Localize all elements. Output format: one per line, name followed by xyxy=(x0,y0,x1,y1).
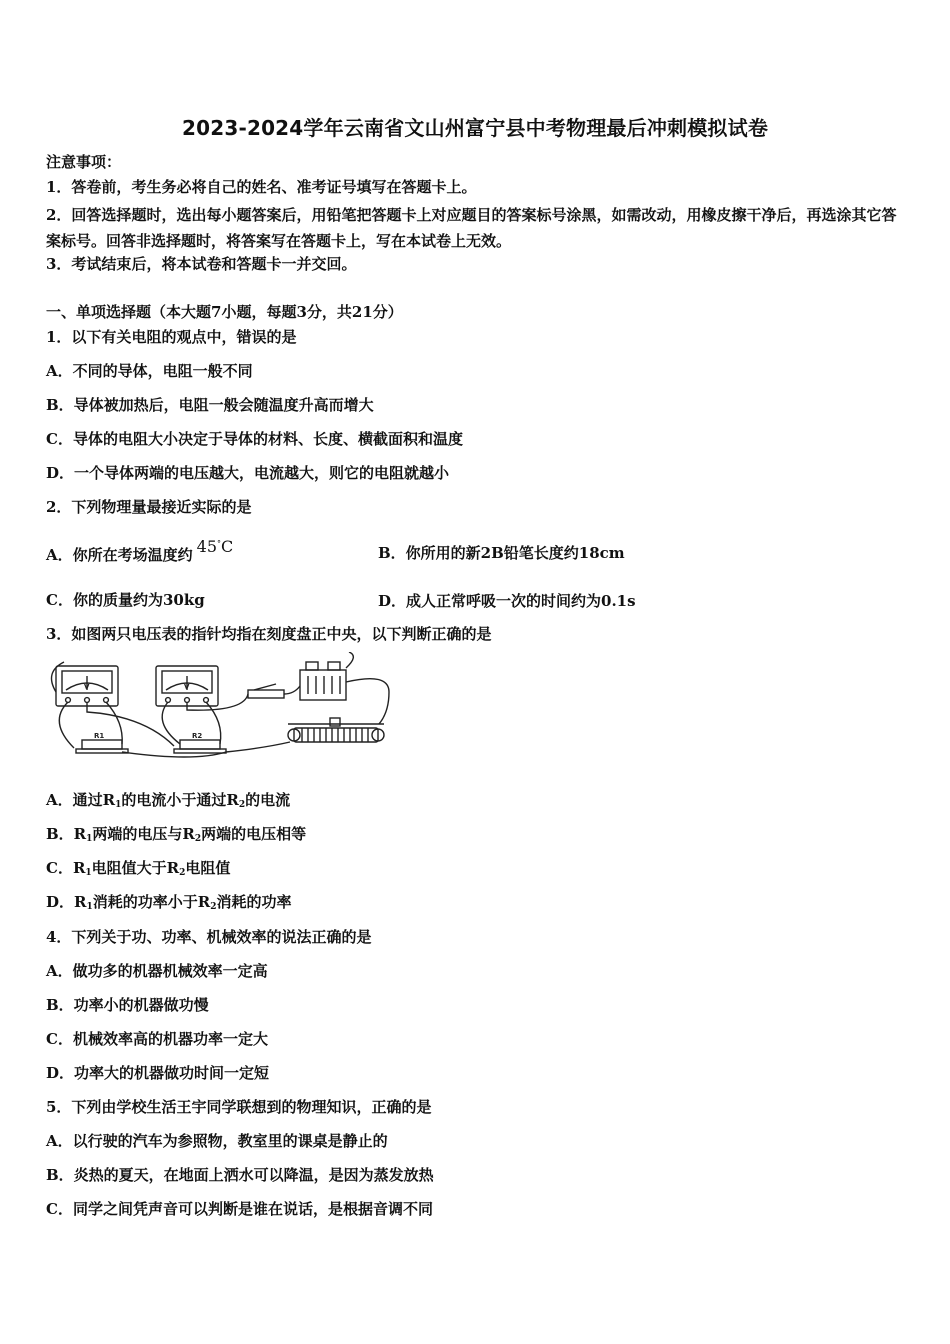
q4-stem: 4．下列关于功、功率、机械效率的说法正确的是 xyxy=(46,928,372,946)
q2-option-a: A．你所在考场温度约 45°C xyxy=(46,537,234,564)
q1-option-a: A．不同的导体，电阻一般不同 xyxy=(46,362,253,380)
q5-stem: 5．下列由学校生活王宇同学联想到的物理知识，正确的是 xyxy=(46,1098,432,1116)
q3-option-b: B．$R_1$两端的电压与$R_2$两端的电压相等 xyxy=(46,825,307,844)
page-title: 2023-2024学年云南省文山州富宁县中考物理最后冲刺模拟试卷 xyxy=(181,116,769,140)
q2-option-d: D．成人正常呼吸一次的时间约为0.1s xyxy=(378,592,636,610)
q3-stem: 3．如图两只电压表的指针均指在刻度盘正中央，以下判断正确的是 xyxy=(46,625,492,643)
q5-option-c: C．同学之间凭声音可以判断是谁在说话，是根据音调不同 xyxy=(46,1200,433,1218)
circuit-figure xyxy=(44,652,394,762)
q5-option-b: B．炎热的夏天，在地面上洒水可以降温，是因为蒸发放热 xyxy=(46,1166,434,1184)
resistor-r2-label: R2 xyxy=(192,732,203,740)
q1-option-b: B．导体被加热后，电阻一般会随温度升高而增大 xyxy=(46,396,374,414)
q4-option-a: A．做功多的机器机械效率一定高 xyxy=(46,962,268,980)
q1-option-d: D．一个导体两端的电压越大，电流越大，则它的电阻就越小 xyxy=(46,464,450,482)
resistor-r2 xyxy=(180,740,220,749)
resistor-r1-label: R1 xyxy=(94,732,105,740)
temperature-value: 45°C xyxy=(196,537,234,556)
q5-option-a: A．以行驶的汽车为参照物，教室里的课桌是静止的 xyxy=(46,1132,388,1150)
q1-option-c: C．导体的电阻大小决定于导体的材料、长度、横截面积和温度 xyxy=(46,430,463,448)
q2-option-c: C．你的质量约为30kg xyxy=(46,591,205,609)
q4-option-b: B．功率小的机器做功慢 xyxy=(46,996,209,1014)
voltmeter-1-label: V xyxy=(84,683,90,691)
notice-item-3: 3．考试结束后，将本试卷和答题卡一并交回。 xyxy=(46,255,357,273)
q3-option-a: A．通过$R_1$的电流小于通过$R_2$的电流 xyxy=(46,791,291,810)
rheostat xyxy=(294,728,378,742)
q4-option-d: D．功率大的机器做功时间一定短 xyxy=(46,1064,270,1082)
q2-stem: 2．下列物理量最接近实际的是 xyxy=(46,498,252,516)
q2-option-b: B．你所用的新2B铅笔长度约18cm xyxy=(378,544,625,562)
voltmeter-2-label: V xyxy=(184,683,190,691)
q3-option-c: C．$R_1$电阻值大于$R_2$电阻值 xyxy=(46,859,231,878)
q4-option-c: C．机械效率高的机器功率一定大 xyxy=(46,1030,268,1048)
notice-item-1: 1．答卷前，考生务必将自己的姓名、准考证号填写在答题卡上。 xyxy=(46,178,477,196)
battery xyxy=(300,670,346,700)
switch xyxy=(248,690,284,698)
notice-item-2: 2．回答选择题时，选出每小题答案后，用铅笔把答题卡上对应题目的答案标号涂黑，如需改动，用橡皮擦干净后，再选涂其它答案标号。回答非选择题时，将答案写在答题卡上，写在本试卷上无效。 xyxy=(46,206,897,250)
q1-stem: 1．以下有关电阻的观点中，错误的是 xyxy=(46,328,297,346)
notice-heading: 注意事项： xyxy=(46,153,122,171)
resistor-r1 xyxy=(82,740,122,749)
section-heading: 一、单项选择题（本大题7小题，每题3分，共21分） xyxy=(46,303,403,321)
q3-option-d: D．$R_1$消耗的功率小于$R_2$消耗的功率 xyxy=(46,893,292,912)
